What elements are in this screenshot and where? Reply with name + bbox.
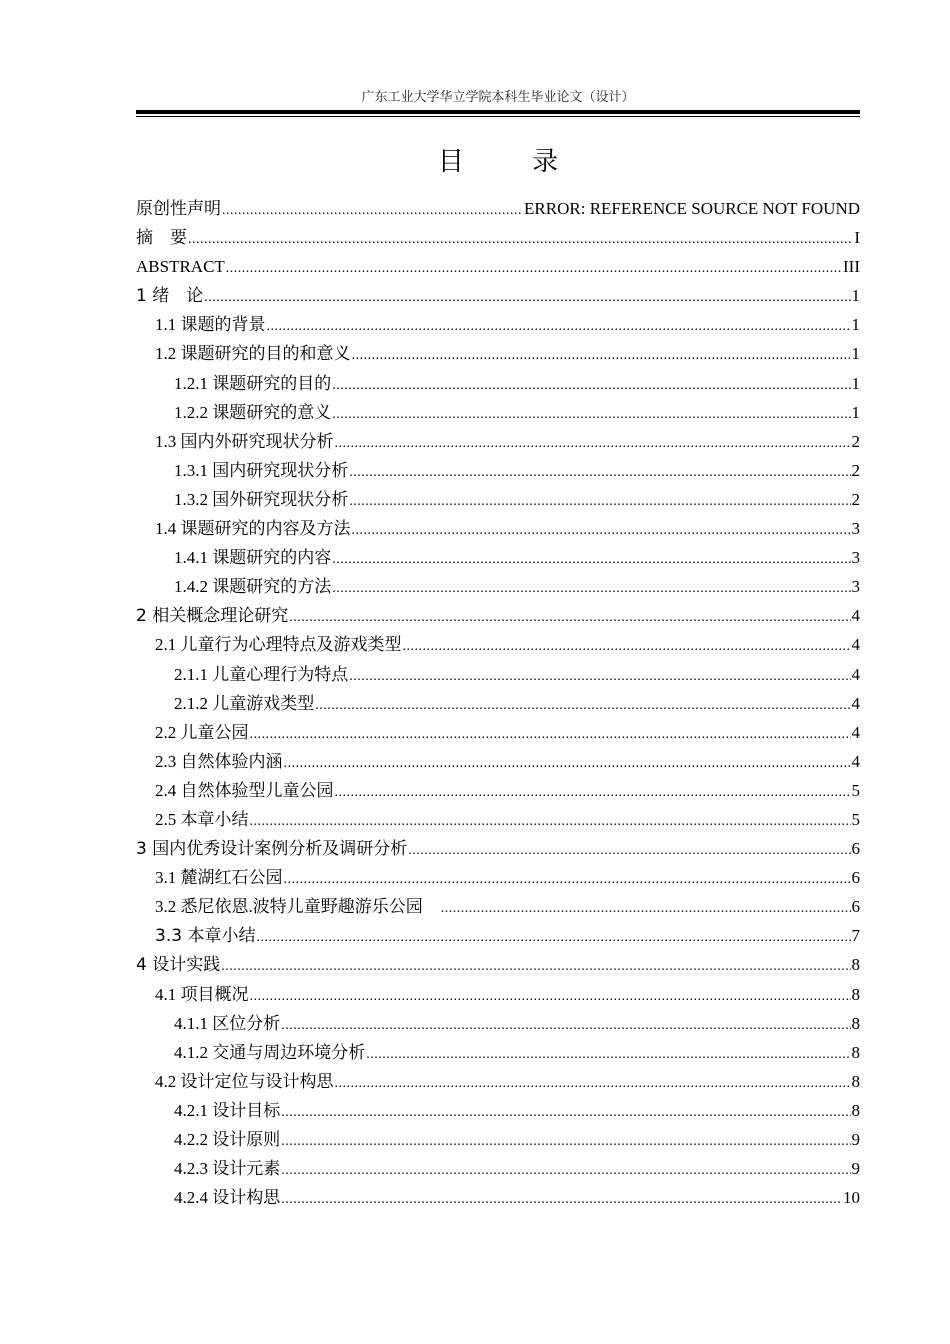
toc-leader-dots [332, 574, 850, 601]
toc-entry-label: 1.2.2 课题研究的意义 [174, 402, 332, 422]
toc-leader-dots [332, 371, 850, 398]
toc-entry-page: 8 [851, 1100, 860, 1120]
toc-entry-page: 4 [851, 751, 860, 771]
toc-entry-page: 1 [851, 315, 860, 335]
toc-leader-dots [366, 1040, 850, 1067]
toc-entry-label: 3.2 悉尼依恩.波特儿童野趣游乐公园 [155, 897, 440, 917]
toc-entry[interactable] [136, 1038, 860, 1067]
toc-leader-dots [349, 487, 850, 514]
toc-entry-page: 4 [851, 606, 860, 626]
toc-entry[interactable] [136, 514, 860, 543]
toc-entry-label: 1.1 课题的背景 [155, 315, 266, 335]
toc-leader-dots [256, 923, 850, 950]
toc-entry-label: 4 设计实践 [136, 955, 221, 976]
toc-entry-label: 2.2 儿童公园 [155, 722, 249, 742]
toc-leader-dots [226, 254, 842, 281]
toc-leader-dots [281, 1098, 850, 1125]
toc-entry-label: 4.2.3 设计元素 [174, 1159, 281, 1179]
toc-entry-page: 1 [851, 344, 860, 364]
toc-entry[interactable] [136, 1096, 860, 1125]
toc-entry-label: 1.3.2 国外研究现状分析 [174, 489, 349, 509]
toc-leader-dots [403, 632, 851, 659]
toc-entry[interactable] [136, 921, 860, 950]
toc-entry-label: 2.1.1 儿童心理行为特点 [174, 664, 349, 684]
toc-entry[interactable] [136, 892, 860, 921]
toc-entry-label: 4.2.1 设计目标 [174, 1100, 281, 1120]
toc-leader-dots [349, 458, 850, 485]
toc-leader-dots [289, 603, 850, 630]
toc-entry-page: 4 [851, 635, 860, 655]
toc-leader-dots [349, 662, 850, 689]
toc-entry-page: 4 [851, 722, 860, 742]
toc-entry-page: ERROR: REFERENCE SOURCE NOT FOUND [524, 199, 860, 218]
toc-entry-page: 4 [851, 693, 860, 713]
toc-entry[interactable] [136, 1067, 860, 1096]
toc-entry-page: 4 [851, 664, 860, 684]
toc-entry[interactable] [136, 1125, 860, 1154]
toc-entry-page: 9 [851, 1130, 860, 1149]
toc-entry[interactable] [136, 601, 860, 630]
toc-entry[interactable] [136, 369, 860, 398]
header-rule-thin [136, 116, 860, 117]
toc-leader-dots [408, 836, 850, 863]
toc-entry-page: 8 [851, 955, 860, 975]
toc-entry-page: 3 [851, 519, 860, 539]
toc-entry[interactable] [136, 456, 860, 485]
toc-entry[interactable] [136, 427, 860, 456]
toc-entry-page: I [854, 228, 860, 248]
toc-entry-label: 1.4.1 课题研究的内容 [174, 548, 332, 568]
toc-leader-dots [267, 312, 851, 339]
toc-entry-page: 8 [851, 1071, 860, 1091]
toc-entry-page: 6 [851, 839, 860, 859]
toc-entry-label: 2.5 本章小结 [155, 809, 249, 829]
toc-entry-label: 1.4.2 课题研究的方法 [174, 577, 332, 597]
toc-entry[interactable] [136, 1009, 860, 1038]
toc-entry[interactable] [136, 776, 860, 805]
toc-entry[interactable] [136, 339, 860, 368]
toc-entry-page: 3 [851, 577, 860, 597]
toc-entry-page: 6 [851, 868, 860, 888]
toc-entry-label: 1.3.1 国内研究现状分析 [174, 460, 349, 480]
toc-entry-page: 10 [843, 1188, 860, 1208]
toc-entry[interactable] [136, 1154, 860, 1183]
toc-leader-dots [250, 720, 851, 747]
toc-entry[interactable] [136, 747, 860, 776]
toc-entry-page: 1 [851, 402, 860, 422]
toc-leader-dots [284, 865, 851, 892]
toc-leader-dots [284, 749, 851, 776]
toc-leader-dots [250, 807, 851, 834]
toc-entry-label: 2.1.2 儿童游戏类型 [174, 693, 315, 713]
toc-leader-dots [332, 545, 850, 572]
toc-leader-dots [352, 341, 851, 368]
toc-entry-label: 4.1 项目概况 [155, 984, 249, 1004]
toc-leader-dots [188, 225, 853, 252]
toc-entry-label: 3.3 本章小结 [155, 926, 256, 947]
toc-entry[interactable] [136, 950, 860, 979]
toc-entry-label: 4.2.2 设计原则 [174, 1130, 281, 1149]
toc-entry-page: 2 [851, 431, 860, 451]
toc-entry[interactable] [136, 834, 860, 863]
toc-entry-label: 原创性声明 [136, 199, 221, 219]
toc-entry-page: 3 [851, 548, 860, 568]
toc-entry[interactable] [136, 1183, 860, 1212]
toc-entry[interactable] [136, 660, 860, 689]
header-rule-thick [136, 110, 860, 114]
toc-entry-label: 1.2.1 课题研究的目的 [174, 373, 332, 393]
toc-entry[interactable] [136, 689, 860, 718]
toc-leader-dots [281, 1156, 850, 1183]
toc-leader-dots [250, 982, 851, 1009]
toc-entry[interactable] [136, 543, 860, 572]
toc-leader-dots [281, 1127, 850, 1154]
toc-entry[interactable] [136, 980, 860, 1009]
toc-leader-dots [315, 691, 850, 718]
toc-entry-label: 4.2.4 设计构思 [174, 1188, 281, 1208]
toc-entry-label: ABSTRACT [136, 257, 225, 277]
toc-entry-page: 2 [851, 489, 860, 509]
toc-leader-dots [335, 778, 851, 805]
toc-entry[interactable] [136, 223, 860, 252]
toc-entry[interactable] [136, 630, 860, 659]
toc-entry[interactable] [136, 572, 860, 601]
toc-entry-label: 4.2 设计定位与设计构思 [155, 1071, 334, 1091]
toc-entry[interactable] [136, 281, 860, 310]
toc-entry-label: 1.4 课题研究的内容及方法 [155, 519, 351, 539]
toc-entry-page: 1 [851, 373, 860, 393]
toc-entry-label: 2.3 自然体验内涵 [155, 751, 283, 771]
toc-leader-dots [281, 1011, 850, 1038]
running-header: 广东工业大学华立学院本科生毕业论文（设计） [361, 89, 635, 104]
table-of-contents [136, 194, 860, 1212]
toc-entry[interactable] [136, 398, 860, 427]
toc-entry[interactable] [136, 485, 860, 514]
toc-entry-page: III [843, 257, 860, 277]
toc-title: 目 录 [437, 147, 589, 177]
toc-entry[interactable] [136, 194, 860, 223]
toc-entry-label: 1.3 国内外研究现状分析 [155, 431, 334, 451]
toc-entry-label: 2.1 儿童行为心理特点及游戏类型 [155, 635, 402, 655]
toc-entry-label: 2.4 自然体验型儿童公园 [155, 780, 334, 800]
toc-entry-page: 5 [851, 780, 860, 800]
toc-entry[interactable] [136, 805, 860, 834]
toc-entry-page: 6 [851, 897, 860, 917]
toc-entry-page: 1 [851, 286, 860, 306]
toc-entry-page: 7 [851, 926, 860, 946]
toc-entry[interactable] [136, 718, 860, 747]
toc-entry-label: 4.1.1 区位分析 [174, 1013, 281, 1033]
toc-entry-label: 摘 要 [136, 228, 187, 249]
toc-leader-dots [335, 429, 851, 456]
toc-leader-dots [281, 1185, 842, 1212]
toc-entry-page: 2 [851, 460, 860, 480]
toc-entry-label: 3 国内优秀设计案例分析及调研分析 [136, 839, 408, 860]
toc-leader-dots [335, 1069, 851, 1096]
toc-entry-label: 1 绪 论 [136, 286, 204, 307]
toc-entry-page: 9 [851, 1159, 860, 1179]
toc-leader-dots [441, 894, 851, 921]
toc-leader-dots [352, 516, 851, 543]
toc-entry[interactable] [136, 863, 860, 892]
toc-entry-label: 3.1 麓湖红石公园 [155, 868, 283, 888]
toc-entry-label: 2 相关概念理论研究 [136, 606, 289, 627]
toc-leader-dots [222, 196, 523, 223]
toc-entry-label: 4.1.2 交通与周边环境分析 [174, 1042, 366, 1062]
toc-leader-dots [204, 283, 850, 310]
toc-leader-dots [332, 400, 850, 427]
toc-entry[interactable] [136, 310, 860, 339]
toc-entry-page: 8 [851, 984, 860, 1004]
toc-entry-page: 8 [851, 1042, 860, 1062]
toc-leader-dots [221, 952, 850, 979]
toc-entry-label: 1.2 课题研究的目的和意义 [155, 344, 351, 364]
toc-entry-page: 5 [851, 809, 860, 829]
toc-entry[interactable] [136, 252, 860, 281]
toc-entry-page: 8 [851, 1013, 860, 1033]
